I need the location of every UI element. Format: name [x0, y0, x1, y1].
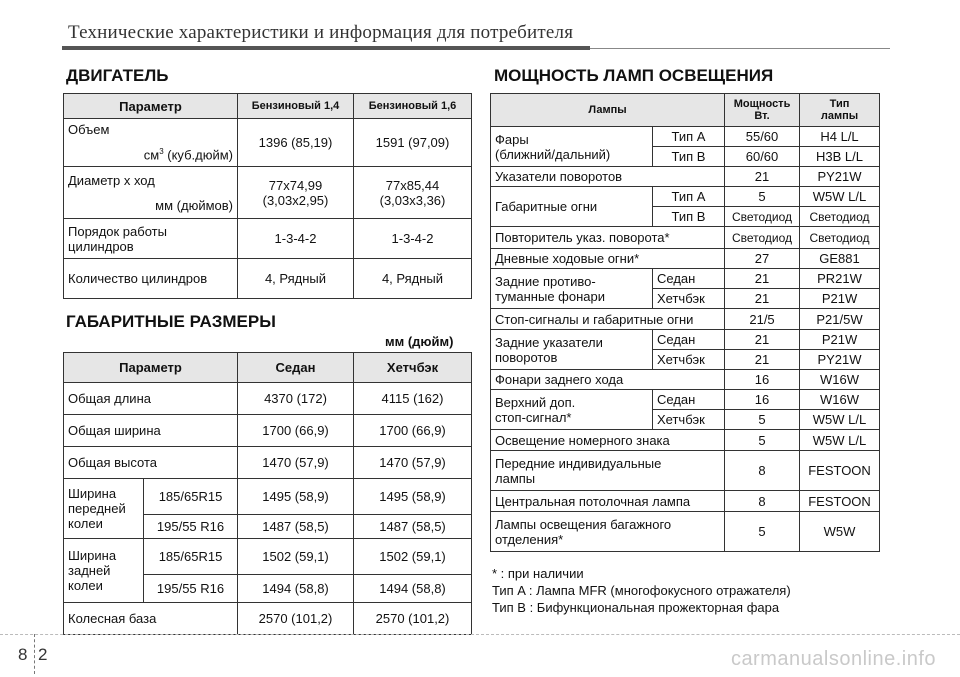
bulb-position-label: Габаритные огни [491, 187, 653, 227]
bulb-rear-fog-hatch: Хетчбэк [653, 289, 725, 309]
bulb-headlamps-label: Фары (ближний/дальний) [491, 127, 653, 167]
dim-front-track-tire-1: 185/65R15 [144, 479, 238, 515]
engine-col-petrol-14: Бензиновый 1,4 [238, 94, 354, 119]
page-section: 8 [18, 645, 28, 664]
bulb-rear-fog-hatch-type: P21W [800, 289, 880, 309]
bulb-turn-label: Указатели поворотов [491, 167, 725, 187]
footnote-type-a: Тип A : Лампа MFR (многофокусного отражателя) [492, 583, 791, 598]
engine-displacement-14: 1396 (85,19) [238, 119, 354, 167]
dim-rear-track-sedan-2: 1494 (58,8) [238, 575, 354, 603]
dim-front-track-sedan-2: 1487 (58,5) [238, 515, 354, 539]
dim-height-hatch: 1470 (57,9) [354, 447, 472, 479]
dim-width-hatch: 1700 (66,9) [354, 415, 472, 447]
dim-rear-track-hatch-2: 1494 (58,8) [354, 575, 472, 603]
page-number [18, 645, 54, 665]
bulb-rear-turn-sedan-watt: 21 [725, 330, 800, 350]
dim-col-sedan: Седан [238, 353, 354, 383]
dim-front-track-label: Ширина передней колеи [64, 479, 144, 539]
bulb-personal-type: FESTOON [800, 451, 880, 491]
bulb-repeater-type: Светодиод [800, 227, 880, 249]
bulb-position-type-b: Тип B [653, 207, 725, 227]
dim-rear-track-label: Ширина задней колеи [64, 539, 144, 603]
dimensions-unit: мм (дюйм) [385, 334, 454, 349]
dimensions-table [63, 352, 472, 635]
engine-col-param: Параметр [64, 94, 238, 119]
bulb-position-b-type: Светодиод [800, 207, 880, 227]
bulb-headlamps-type-a: Тип A [653, 127, 725, 147]
engine-displacement-label: Объем $см^3$ (куб.дюйм) [64, 119, 238, 167]
header-rule [62, 46, 590, 50]
bulb-stop-tail-type: P21/5W [800, 309, 880, 330]
dim-wheelbase-label: Колесная база [64, 603, 238, 635]
bulb-plate-watt: 5 [725, 430, 800, 451]
dim-front-track-sedan-1: 1495 (58,9) [238, 479, 354, 515]
bulb-luggage-label: Лампы освещения багажного отделения* [491, 512, 725, 552]
bulb-headlamps-a-type: H4 L/L [800, 127, 880, 147]
bulb-rear-turn-sedan-type: P21W [800, 330, 880, 350]
bulb-hmsl-hatch-watt: 5 [725, 410, 800, 430]
bulb-hmsl-sedan: Седан [653, 390, 725, 410]
dim-front-track-hatch-2: 1487 (58,5) [354, 515, 472, 539]
bulb-drl-label: Дневные ходовые огни* [491, 249, 725, 269]
bulb-plate-label: Освещение номерного знака [491, 430, 725, 451]
bulb-luggage-type: W5W [800, 512, 880, 552]
bottom-rule [0, 634, 960, 635]
bulb-plate-type: W5W L/L [800, 430, 880, 451]
bulb-rear-fog-sedan: Седан [653, 269, 725, 289]
dim-height-label: Общая высота [64, 447, 238, 479]
bulbs-section-title: МОЩНОСТЬ ЛАМП ОСВЕЩЕНИЯ [494, 66, 774, 85]
bulb-rear-turn-label: Задние указатели поворотов [491, 330, 653, 370]
bulbs-col-type: Тип лампы [800, 94, 880, 127]
bulb-room-label: Центральная потолочная лампа [491, 491, 725, 512]
page-header-title: Технические характеристики и информация для потребителя [68, 22, 574, 43]
bulb-rear-fog-sedan-type: PR21W [800, 269, 880, 289]
bulbs-table [490, 93, 880, 552]
watermark: carmanualsonline.info [730, 648, 936, 670]
dim-rear-track-tire-2: 195/55 R16 [144, 575, 238, 603]
bulb-hmsl-sedan-type: W16W [800, 390, 880, 410]
engine-displacement-16: 1591 (97,09) [354, 119, 472, 167]
bulb-rear-fog-label: Задние противо- туманные фонари [491, 269, 653, 309]
bulb-stop-tail-label: Стоп-сигналы и габаритные огни [491, 309, 725, 330]
bulb-room-type: FESTOON [800, 491, 880, 512]
dim-col-param: Параметр [64, 353, 238, 383]
dim-length-hatch: 4115 (162) [354, 383, 472, 415]
bulb-position-a-type: W5W L/L [800, 187, 880, 207]
engine-firing-order-16: 1-3-4-2 [354, 219, 472, 259]
dim-rear-track-sedan-1: 1502 (59,1) [238, 539, 354, 575]
dim-width-sedan: 1700 (66,9) [238, 415, 354, 447]
dim-width-label: Общая ширина [64, 415, 238, 447]
bulb-repeater-label: Повторитель указ. поворота* [491, 227, 725, 249]
bulb-headlamps-a-watt: 55/60 [725, 127, 800, 147]
engine-cylinders-14: 4, Рядный [238, 259, 354, 299]
bulb-hmsl-label: Верхний доп. стоп-сигнал* [491, 390, 653, 430]
footnote-optional: * : при наличии [492, 566, 584, 581]
dim-height-sedan: 1470 (57,9) [238, 447, 354, 479]
bulb-stop-tail-watt: 21/5 [725, 309, 800, 330]
bulb-luggage-watt: 5 [725, 512, 800, 552]
engine-bore-stroke-label: Диаметр x ход мм (дюймов) [64, 167, 238, 219]
page-index: 2 [38, 645, 48, 664]
dim-rear-track-hatch-1: 1502 (59,1) [354, 539, 472, 575]
bulb-rear-turn-hatch-type: PY21W [800, 350, 880, 370]
bulb-reverse-label: Фонари заднего хода [491, 370, 725, 390]
engine-cylinders-label: Количество цилиндров [64, 259, 238, 299]
header-rule-thin [590, 48, 890, 49]
dim-length-sedan: 4370 (172) [238, 383, 354, 415]
bulb-hmsl-hatch: Хетчбэк [653, 410, 725, 430]
bulb-rear-fog-hatch-watt: 21 [725, 289, 800, 309]
engine-bore-stroke-16: 77x85,44 (3,03x3,36) [354, 167, 472, 219]
bulb-headlamps-b-type: H3B L/L [800, 147, 880, 167]
bulb-drl-type: GE881 [800, 249, 880, 269]
bulb-drl-watt: 27 [725, 249, 800, 269]
bulb-personal-label: Передние индивидуальные лампы [491, 451, 725, 491]
engine-firing-order-label: Порядок работы цилиндров [64, 219, 238, 259]
engine-section-title: ДВИГАТЕЛЬ [66, 66, 169, 85]
bulb-hmsl-sedan-watt: 16 [725, 390, 800, 410]
engine-table [63, 93, 472, 299]
engine-firing-order-14: 1-3-4-2 [238, 219, 354, 259]
bulb-position-type-a: Тип A [653, 187, 725, 207]
dim-rear-track-tire-1: 185/65R15 [144, 539, 238, 575]
footnote-type-b: Тип B : Бифункциональная прожекторная фара [492, 600, 780, 615]
bulb-reverse-watt: 16 [725, 370, 800, 390]
bulbs-col-power: Мощность Вт. [725, 94, 800, 127]
dim-length-label: Общая длина [64, 383, 238, 415]
engine-cylinders-16: 4, Рядный [354, 259, 472, 299]
dimensions-section-title: ГАБАРИТНЫЕ РАЗМЕРЫ [66, 312, 276, 331]
dim-wheelbase-hatch: 2570 (101,2) [354, 603, 472, 635]
dim-front-track-tire-2: 195/55 R16 [144, 515, 238, 539]
dim-front-track-hatch-1: 1495 (58,9) [354, 479, 472, 515]
engine-col-petrol-16: Бензиновый 1,6 [354, 94, 472, 119]
dim-col-hatch: Хетчбэк [354, 353, 472, 383]
bulb-repeater-watt: Светодиод [725, 227, 800, 249]
bulb-rear-turn-hatch: Хетчбэк [653, 350, 725, 370]
bulb-turn-type: PY21W [800, 167, 880, 187]
bulb-rear-fog-sedan-watt: 21 [725, 269, 800, 289]
bulb-headlamps-type-b: Тип B [653, 147, 725, 167]
bulbs-col-lamp: Лампы [491, 94, 725, 127]
engine-bore-stroke-14: 77x74,99 (3,03x2,95) [238, 167, 354, 219]
bulb-room-watt: 8 [725, 491, 800, 512]
bulb-hmsl-hatch-type: W5W L/L [800, 410, 880, 430]
bulb-personal-watt: 8 [725, 451, 800, 491]
bulb-position-a-watt: 5 [725, 187, 800, 207]
bulb-headlamps-b-watt: 60/60 [725, 147, 800, 167]
bulb-rear-turn-sedan: Седан [653, 330, 725, 350]
bulb-position-b-watt: Светодиод [725, 207, 800, 227]
bulb-rear-turn-hatch-watt: 21 [725, 350, 800, 370]
bulb-turn-watt: 21 [725, 167, 800, 187]
footnotes [492, 565, 791, 616]
dim-wheelbase-sedan: 2570 (101,2) [238, 603, 354, 635]
bulb-reverse-type: W16W [800, 370, 880, 390]
